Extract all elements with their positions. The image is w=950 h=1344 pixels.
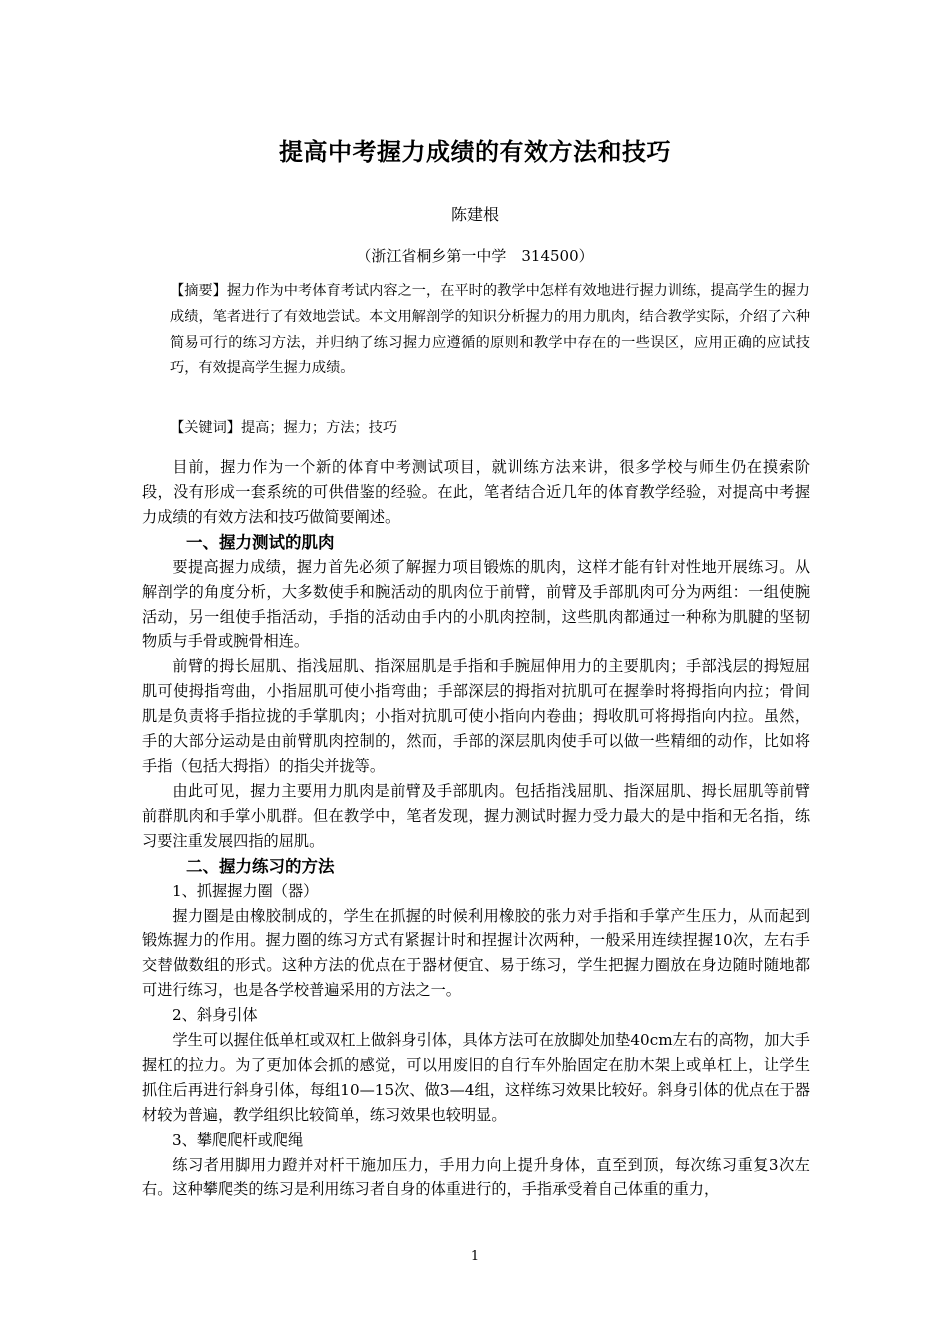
section-heading-2: 二、握力练习的方法: [186, 856, 335, 876]
method-1-title: 1、抓握握力圈（器）: [172, 881, 319, 900]
author-affiliation: （浙江省桐乡第一中学 314500）: [356, 247, 594, 265]
abstract: 【摘要】握力作为中考体育考试内容之一，在平时的教学中怎样有效地进行握力训练，提高学生的握力成绩，笔者进行了有效地尝试。本文用解剖学的知识分析握力的用力肌肉，结合教学实际，介绍了六种简易可行的练习方法，并归纳了练习握力应遵循的原则和教学中存在的一些误区，应用正确的应试技巧，有效提高学生握力成绩。: [170, 283, 810, 377]
paper-body: [142, 455, 810, 1202]
method-1-text: 握力圈是由橡胶制成的，学生在抓握的时候利用橡胶的张力对手指和手掌产生压力，从而起到锻炼握力的作用。握力圈的练习方式有紧握计时和捏握计次两种，一般采用连续捏握10次，左右手交替做数组的形式。这种方法的优点在于器材便宜、易于练习，学生把握力圈放在身边随时随地都可进行练习，也是各学校普遍采用的方法之一。: [142, 906, 810, 1000]
section1-paragraph-3: 由此可见，握力主要用力肌肉是前臂及手部肌肉。包括指浅屈肌、指深屈肌、拇长屈肌等前臂前群肌肉和手掌小肌群。但在教学中，笔者发现，握力测试时握力受力最大的是中指和无名指，练习要注重发展四指的屈肌。: [142, 781, 810, 850]
section1-paragraph-1: 要提高握力成绩，握力首先必须了解握力项目锻炼的肌肉，这样才能有针对性地开展练习。从解剖学的角度分析，大多数使手和腕活动的肌肉位于前臂，前臂及手部肌肉可分为两组：一组使腕活动，另一组使手指活动，手指的活动由手内的小肌肉控制，这些肌肉都通过一种称为肌腱的坚韧物质与手骨或腕骨相连。: [142, 557, 810, 651]
page-number: 1: [470, 1249, 480, 1264]
section1-paragraph-2: 前臂的拇长屈肌、指浅屈肌、指深屈肌是手指和手腕屈伸用力的主要肌肉；手部浅层的拇短屈肌可使拇指弯曲，小指屈肌可使小指弯曲；手部深层的拇指对抗肌可在握拳时将拇指向内拉；骨间肌是负责将手指拉拢的手掌肌肉；小指对抗肌可使小指向内卷曲；拇收肌可将拇指向内拉。虽然，手的大部分运动是由前臂肌肉控制的，然而，手部的深层肌肉使手可以做一些精细的动作，比如将手指（包括大拇指）的指尖并拢等。: [142, 657, 810, 775]
paper-title: 提高中考握力成绩的有效方法和技巧: [279, 138, 671, 166]
intro-paragraph: 目前，握力作为一个新的体育中考测试项目，就训练方法来讲，很多学校与师生仍在摸索阶段，没有形成一套系统的可供借鉴的经验。在此，笔者结合近几年的体育教学经验，对提高中考握力成绩的有效方法和技巧做简要阐述。: [142, 458, 810, 526]
author-name: 陈建根: [450, 205, 499, 224]
section-heading-1: 一、握力测试的肌肉: [186, 532, 335, 552]
method-3-title: 3、攀爬爬杆或爬绳: [172, 1130, 304, 1149]
method-3-text: 练习者用脚用力蹬并对杆干施加压力，手用力向上提升身体，直至到顶，每次练习重复3次左右。这种攀爬类的练习是利用练习者自身的体重进行的，手指承受着自己体重的重力，: [142, 1155, 810, 1199]
method-2-title: 2、斜身引体: [172, 1006, 258, 1025]
keywords: 【关键词】提高；握力；方法；技巧: [170, 420, 398, 436]
method-2-text: 学生可以握住低单杠或双杠上做斜身引体，具体方法可在放脚处加垫40cm左右的高物，加大手握杠的拉力。为了更加体会抓的感觉，可以用废旧的自行车外胎固定在肋木架上或单杠上，让学生抓住后再进行斜身引体，每组10—15次、做3—4组，这样练习效果比较好。斜身引体的优点在于器材较为普遍，教学组织比较简单，练习效果也较明显。: [142, 1031, 810, 1124]
